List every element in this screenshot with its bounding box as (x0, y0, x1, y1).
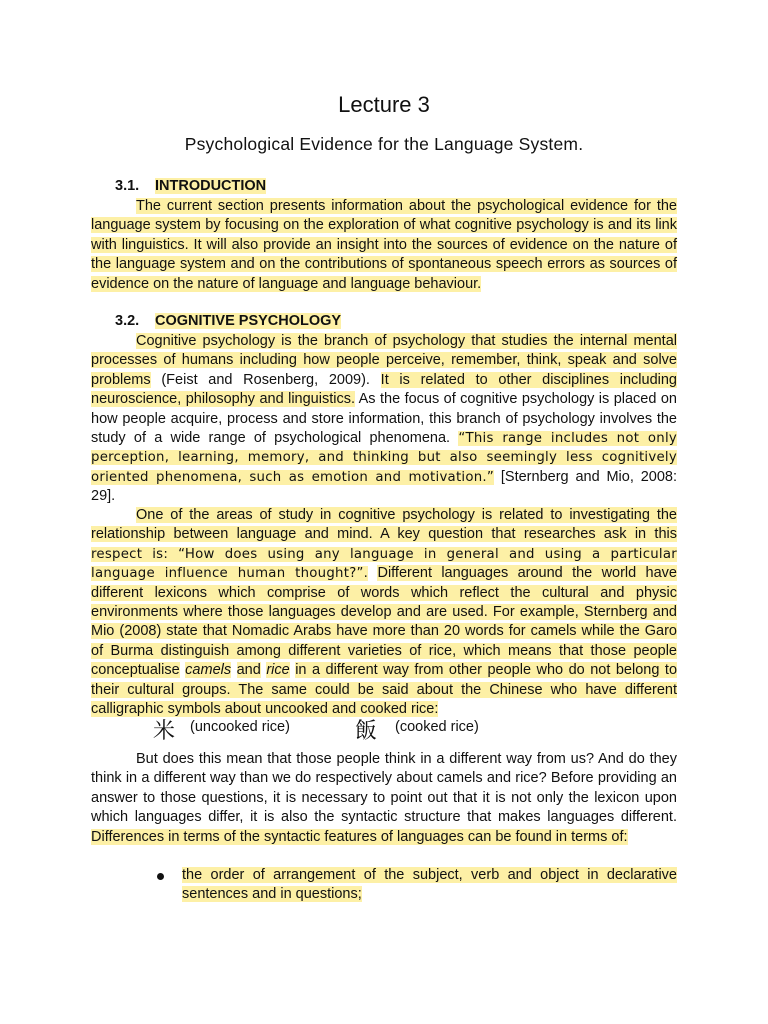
section-number: 3.2. (115, 313, 140, 329)
highlighted-text: It is related to other disciplines including neuroscience, philosophy and linguistics. (91, 371, 678, 408)
highlighted-text: One of the areas of study in cognitive psychology is related to investigating the relationship between language and mind. A key question that researches ask in this (91, 507, 677, 543)
introduction-paragraph (91, 197, 677, 294)
lecture-title: Lecture 3 (338, 92, 430, 117)
highlighted-text: Cognitive psychology is the branch of psychology that studies the internal mental processes of humans including how people perceive, remember, think, speak and solve problems (91, 333, 677, 388)
cooked-rice-gloss: (cooked rice) (395, 719, 479, 735)
highlighted-text: and (236, 662, 261, 679)
citation: (Feist and Rosenberg, 2009). (161, 371, 370, 388)
section-heading-introduction (115, 177, 266, 196)
section-heading-cognitive-psychology (115, 312, 341, 331)
uncooked-rice-gloss: (uncooked rice) (190, 719, 290, 735)
section-number: 3.1. (115, 178, 140, 194)
key-question: respect is: “How does using any language in general and using a particular language influence human thought?”. (91, 546, 677, 582)
highlighted-text: in a different way from other people who do not belong to their cultural groups. The same could be said about the Chinese who have different calligraphic symbols about uncooked and cooked rice: (91, 662, 678, 718)
quotation: “This range includes not only perception, learning, memory, and thinking but also seemingly less cognitively oriented phenomena, such as emotion and motivation.” (91, 431, 678, 485)
cognitive-psychology-paragraph-3 (91, 750, 677, 847)
body-text: As the focus of cognitive psychology is placed on how people acquire, process and store information, this branch of psychology involves the study of a wide range of psychological phenomena. (91, 391, 677, 447)
highlighted-text: The current section presents information about the psychological evidence for the language system by focusing on the exploration of what cognitive psychology is and its link with linguistics. It will also provide an insight into the sources of evidence on the nature of the language system and on the contributions of spontaneous speech errors as sources of evidence on the nature of language and language behaviour. (91, 198, 677, 292)
section-title: INTRODUCTION (155, 178, 267, 194)
bullet-icon (157, 873, 164, 880)
highlighted-text: the order of arrangement of the subject, verb and object in declarative sentences and in questions; (182, 867, 677, 903)
highlighted-text: Different languages around the world have different lexicons which comprise of words which reflect the cultural and physic environments where those languages develop and are used. For example, Sternberg and Mio (2008) state that Nomadic Arabs have more than 20 words for camels while the Garo of Burma distinguish among different varieties of rice, which means that those people conceptualise (91, 565, 677, 679)
lecture-subtitle: Psychological Evidence for the Language System. (184, 134, 584, 154)
cooked-rice-glyph: 飯 (355, 719, 378, 744)
section-title: COGNITIVE PSYCHOLOGY (155, 313, 342, 329)
cognitive-psychology-paragraph-1 (91, 332, 677, 507)
highlighted-text: Differences in terms of the syntactic features of languages can be found in terms of: (91, 828, 628, 845)
bullet-item (182, 866, 677, 905)
cognitive-psychology-paragraph-2 (91, 506, 677, 719)
citation: [Sternberg and Mio, 2008: 29]. (91, 468, 677, 505)
italic-term-rice: rice (266, 662, 290, 679)
uncooked-rice-glyph: 米 (153, 719, 176, 744)
italic-term-camels: camels (185, 662, 232, 679)
body-text: But does this mean that those people think in a different way from us? And do they think in a different way than we do respectively about camels and rice? Before providing an answer to those questions, it is necessary to point out that it is not only the lexicon upon which languages differ, it is also the syntactic structure that makes languages different. (91, 751, 677, 826)
